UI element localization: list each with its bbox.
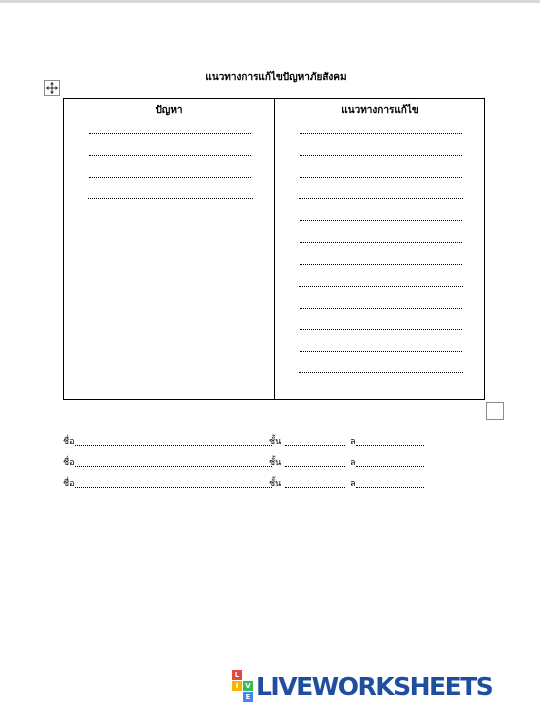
grade-field[interactable] [285,487,345,488]
brand-name: LIVEWORKSHEETS [256,671,493,701]
problem-answer-line[interactable] [89,177,251,178]
solution-answer-line[interactable] [300,264,462,265]
problem-answer-line[interactable] [89,155,251,156]
number-label: ล [350,479,356,489]
solution-answer-line[interactable] [299,198,463,199]
brand-logo-icon [232,670,253,702]
solution-answer-line[interactable] [300,329,462,330]
move-arrows-icon [45,81,59,95]
solution-answer-line[interactable] [300,155,462,156]
liveworksheets-logo [232,672,492,700]
name-field[interactable] [75,445,272,446]
document-title: แนวทางการแก้ไขปัญหาภัยสังคม [205,72,347,83]
grade-label: ชั้น [269,458,282,468]
logo-cell-v: V [243,681,253,691]
top-border [0,0,540,3]
name-label: ชื่อ [63,479,75,489]
table-move-handle[interactable] [44,80,60,96]
number-label: ล [350,437,356,447]
name-field[interactable] [75,466,272,467]
column-divider [274,99,275,399]
logo-cell-blank [243,670,253,680]
logo-cell-blank [232,692,242,702]
grade-label: ชั้น [269,437,282,447]
grade-label: ชั้น [269,479,282,489]
solution-answer-line[interactable] [300,177,462,178]
solution-answer-line[interactable] [300,242,462,243]
name-field[interactable] [75,487,272,488]
number-field[interactable] [356,445,424,446]
resize-square-icon[interactable] [486,402,504,420]
problem-solution-table [63,98,485,400]
name-label: ชื่อ [63,458,75,468]
solution-answer-line[interactable] [300,220,462,221]
solution-answer-line[interactable] [299,286,463,287]
solution-answer-line[interactable] [299,372,463,373]
solution-answer-line[interactable] [300,351,462,352]
solution-column-header: แนวทางการแก้ไข [341,105,419,116]
number-field[interactable] [356,466,424,467]
number-label: ล [350,458,356,468]
logo-cell-l: L [232,670,242,680]
problem-answer-line[interactable] [88,198,253,199]
grade-field[interactable] [285,466,345,467]
logo-cell-i: I [232,681,242,691]
problem-answer-line[interactable] [89,133,251,134]
solution-answer-line[interactable] [300,308,462,309]
number-field[interactable] [356,487,424,488]
logo-cell-e: E [243,692,253,702]
name-label: ชื่อ [63,437,75,447]
problem-column-header: ปัญหา [155,105,183,116]
solution-answer-line[interactable] [300,133,462,134]
grade-field[interactable] [285,445,345,446]
